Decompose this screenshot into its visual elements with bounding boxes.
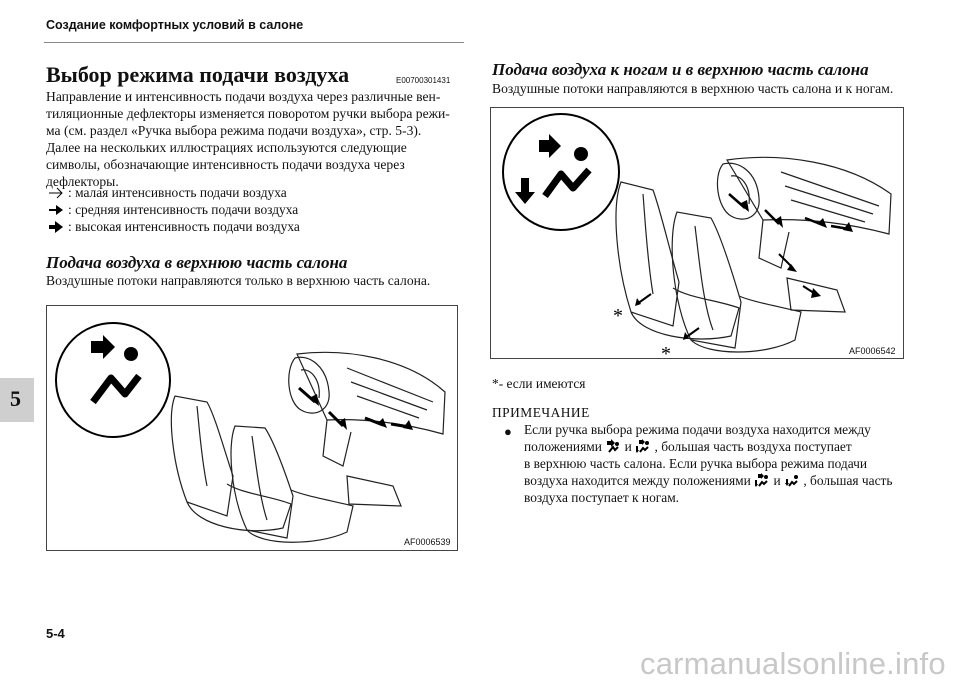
note-heading: ПРИМЕЧАНИЕ xyxy=(492,405,590,420)
watermark: carmanualsonline.info xyxy=(640,646,946,681)
note-text-part: воздуха находится между положениями xyxy=(524,473,751,488)
car-interior-illustration xyxy=(491,108,903,358)
airflow-arrows xyxy=(635,194,853,340)
dashboard-drawing xyxy=(616,157,891,352)
feet-upper-description: Воздушные потоки направляются в верхнюю часть салона и к ногам. xyxy=(492,81,894,96)
section-title: Выбор режима подачи воздуха xyxy=(46,62,350,87)
asterisk-mark: * xyxy=(661,343,671,358)
running-header: Создание комфортных условий в салоне xyxy=(46,18,304,32)
intro-line: тиляционные дефлекторы изменяется поворотом ручки выбора режи- xyxy=(46,106,450,121)
intro-line: символы, обозначающие интенсивность подачи воздуха через xyxy=(46,157,405,172)
note-text-part: и xyxy=(773,473,781,488)
note-body xyxy=(504,421,904,506)
airflow-arrows xyxy=(299,388,413,430)
dashboard-drawing xyxy=(171,352,445,542)
asterisk-mark: * xyxy=(613,305,623,327)
footnote: *- если имеются xyxy=(492,376,586,391)
header-divider xyxy=(44,42,464,43)
legend-text: : малая интенсивность подачи воздуха xyxy=(68,184,287,200)
note-text-part: и xyxy=(624,439,632,454)
medium-arrow-icon xyxy=(48,204,64,216)
intro-line: ма (см. раздел «Ручка выбора режима подачи воздуха», стр. 5-3). xyxy=(46,123,422,138)
figure-feet-upper-mode xyxy=(490,107,904,359)
car-interior-illustration xyxy=(47,306,457,550)
feet-mode-icon xyxy=(785,473,799,487)
note-line xyxy=(524,438,904,455)
figure-code-upper: AF0006539 xyxy=(404,537,451,547)
figure-code-feet-upper: AF0006542 xyxy=(849,346,896,356)
feet-face-mode-icon xyxy=(755,473,769,487)
figure-upper-mode xyxy=(46,305,458,551)
intro-paragraph xyxy=(46,88,466,190)
legend-row-low xyxy=(48,184,468,201)
face-mode-icon xyxy=(606,439,620,453)
airflow-legend xyxy=(48,184,468,235)
bullet: ● xyxy=(504,424,512,439)
page-number: 5-4 xyxy=(46,626,65,641)
legend-text: : средняя интенсивность подачи воздуха xyxy=(68,201,299,217)
bold-arrow-icon xyxy=(48,221,64,233)
feet-face-mode-icon xyxy=(636,439,650,453)
upper-description: Воздушные потоки направляются только в верхнюю часть салона. xyxy=(46,273,431,288)
note-text-part: положениями xyxy=(524,439,602,454)
section-code: E00700301431 xyxy=(396,76,451,85)
note-text-part: , большая часть xyxy=(803,473,893,488)
note-line: в верхнюю часть салона. Если ручка выбора режима подачи xyxy=(524,456,868,471)
note-line: воздуха поступает к ногам. xyxy=(524,490,680,505)
legend-row-high xyxy=(48,218,468,235)
subsection-title-feet-upper: Подача воздуха к ногам и в верхнюю часть салона xyxy=(492,60,869,79)
note-line xyxy=(524,472,904,489)
intro-line: Направление и интенсивность подачи воздуха через различные вен- xyxy=(46,89,441,104)
legend-row-medium xyxy=(48,201,468,218)
note-text-part: , большая часть воздуха поступает xyxy=(654,439,852,454)
note-line: Если ручка выбора режима подачи воздуха находится между xyxy=(524,422,871,437)
chapter-number: 5 xyxy=(10,386,21,411)
thin-arrow-icon xyxy=(48,187,64,199)
intro-line: дефлекторы. xyxy=(46,174,119,189)
subsection-title-upper: Подача воздуха в верхнюю часть салона xyxy=(46,253,348,272)
intro-line: Далее на нескольких иллюстрациях используются следующие xyxy=(46,140,407,155)
legend-text: : высокая интенсивность подачи воздуха xyxy=(68,218,300,234)
